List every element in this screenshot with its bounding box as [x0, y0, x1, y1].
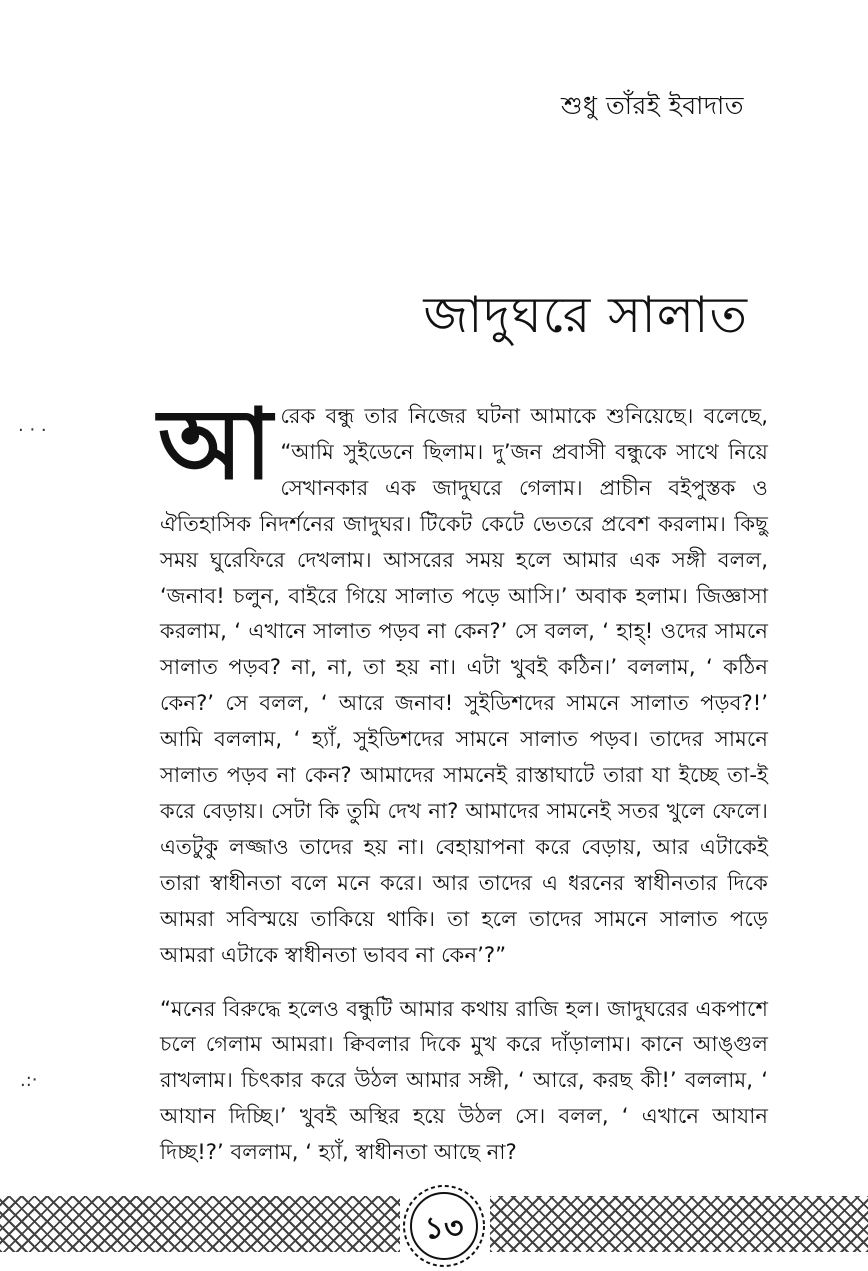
- paragraph-text: রেক বন্ধু তার নিজের ঘটনা আমাকে শুনিয়েছে। বলেছে, “আমি সুইডেনে ছিলাম। দু’জন প্রবাসী বন্ধুকে সাথে নিয়ে সেখানকার এক জাদুঘরে গেলাম। প্রাচীন বইপুস্তক ও ঐতিহাসিক নিদর্শনের জাদুঘর। টিকেট কেটে ভেতরে প্রবেশ করলাম। কিছু সময় ঘুরেফিরে দেখলাম। আসরের সময় হলে আমার এক সঙ্গী বলল, ‘জনাব! চলুন, বাইরে গিয়ে সালাত পড়ে আসি।’ অবাক হলাম। জিজ্ঞাসা করলাম, ‘ এখানে সালাত পড়ব না কেন?’ সে বলল, ‘ হাহ্! ওদের সামনে সালাত পড়ব? না, না, তা হয় না। এটা খুবই কঠিন।’ বললাম, ‘ কঠিন কেন?’ সে বলল, ‘ আরে জনাব! সুইডিশদের সামনে সালাত পড়ব?!’ আমি বললাম, ‘ হ্যাঁ, সুইডিশদের সামনে সালাত পড়ব। তাদের সামনে সালাত পড়ব না কেন? আমাদের সামনেই রাস্তাঘাটে তারা যা ইচ্ছে তা-ই করে বেড়ায়। সেটা কি তুমি দেখ না? আমাদের সামনেই সতর খুলে ফেলে। এতটুকু লজ্জাও তাদের হয় না। বেহায়াপনা করে বেড়ায়, আর এটাকেই তারা স্বাধীনতা বলে মনে করে। আর তাদের এ ধরনের স্বাধীনতার দিকে আমরা সবিস্ময়ে তাকিয়ে থাকি। তা হলে তাদের সামনে সালাত পড়ে আমরা এটাকে স্বাধীনতা ভাবব না কেন’?”: [160, 403, 768, 967]
- page-number: ১৩: [424, 1211, 464, 1246]
- body-text: [158, 388, 768, 1170]
- chapter-title: জাদুঘরে সালাত: [423, 286, 748, 344]
- running-header-title: শুধু তাঁরই ইবাদাত: [561, 91, 744, 120]
- paragraph: “মনের বিরুদ্ধে হলেও বন্ধুটি আমার কথায় রাজি হল। জাদুঘরের একপাশে চলে গেলাম আমরা। ক্বিবলার দিকে মুখ করে দাঁড়ালাম। কানে আঙ্গুল রাখলাম। চিৎকার করে উঠল আমার সঙ্গী, ‘ আরে, করছ কী!’ বললাম, ‘ আযান দিচ্ছি।’ খুবই অস্থির হয়ে উঠল সে। বলল, ‘ এখানে আযান দিচ্ছ!?’ বললাম, ‘ হ্যাঁ, স্বাধীনতা আছে না?: [160, 995, 768, 1165]
- page-footer: [0, 1184, 868, 1271]
- paragraph: [158, 388, 768, 973]
- scan-specks: .:‧: [20, 1070, 38, 1091]
- ornamental-border-right: [490, 1196, 868, 1252]
- ornamental-border-left: [0, 1196, 400, 1252]
- drop-cap: আ: [158, 388, 273, 502]
- scan-specks: · ‧ ·: [18, 420, 47, 441]
